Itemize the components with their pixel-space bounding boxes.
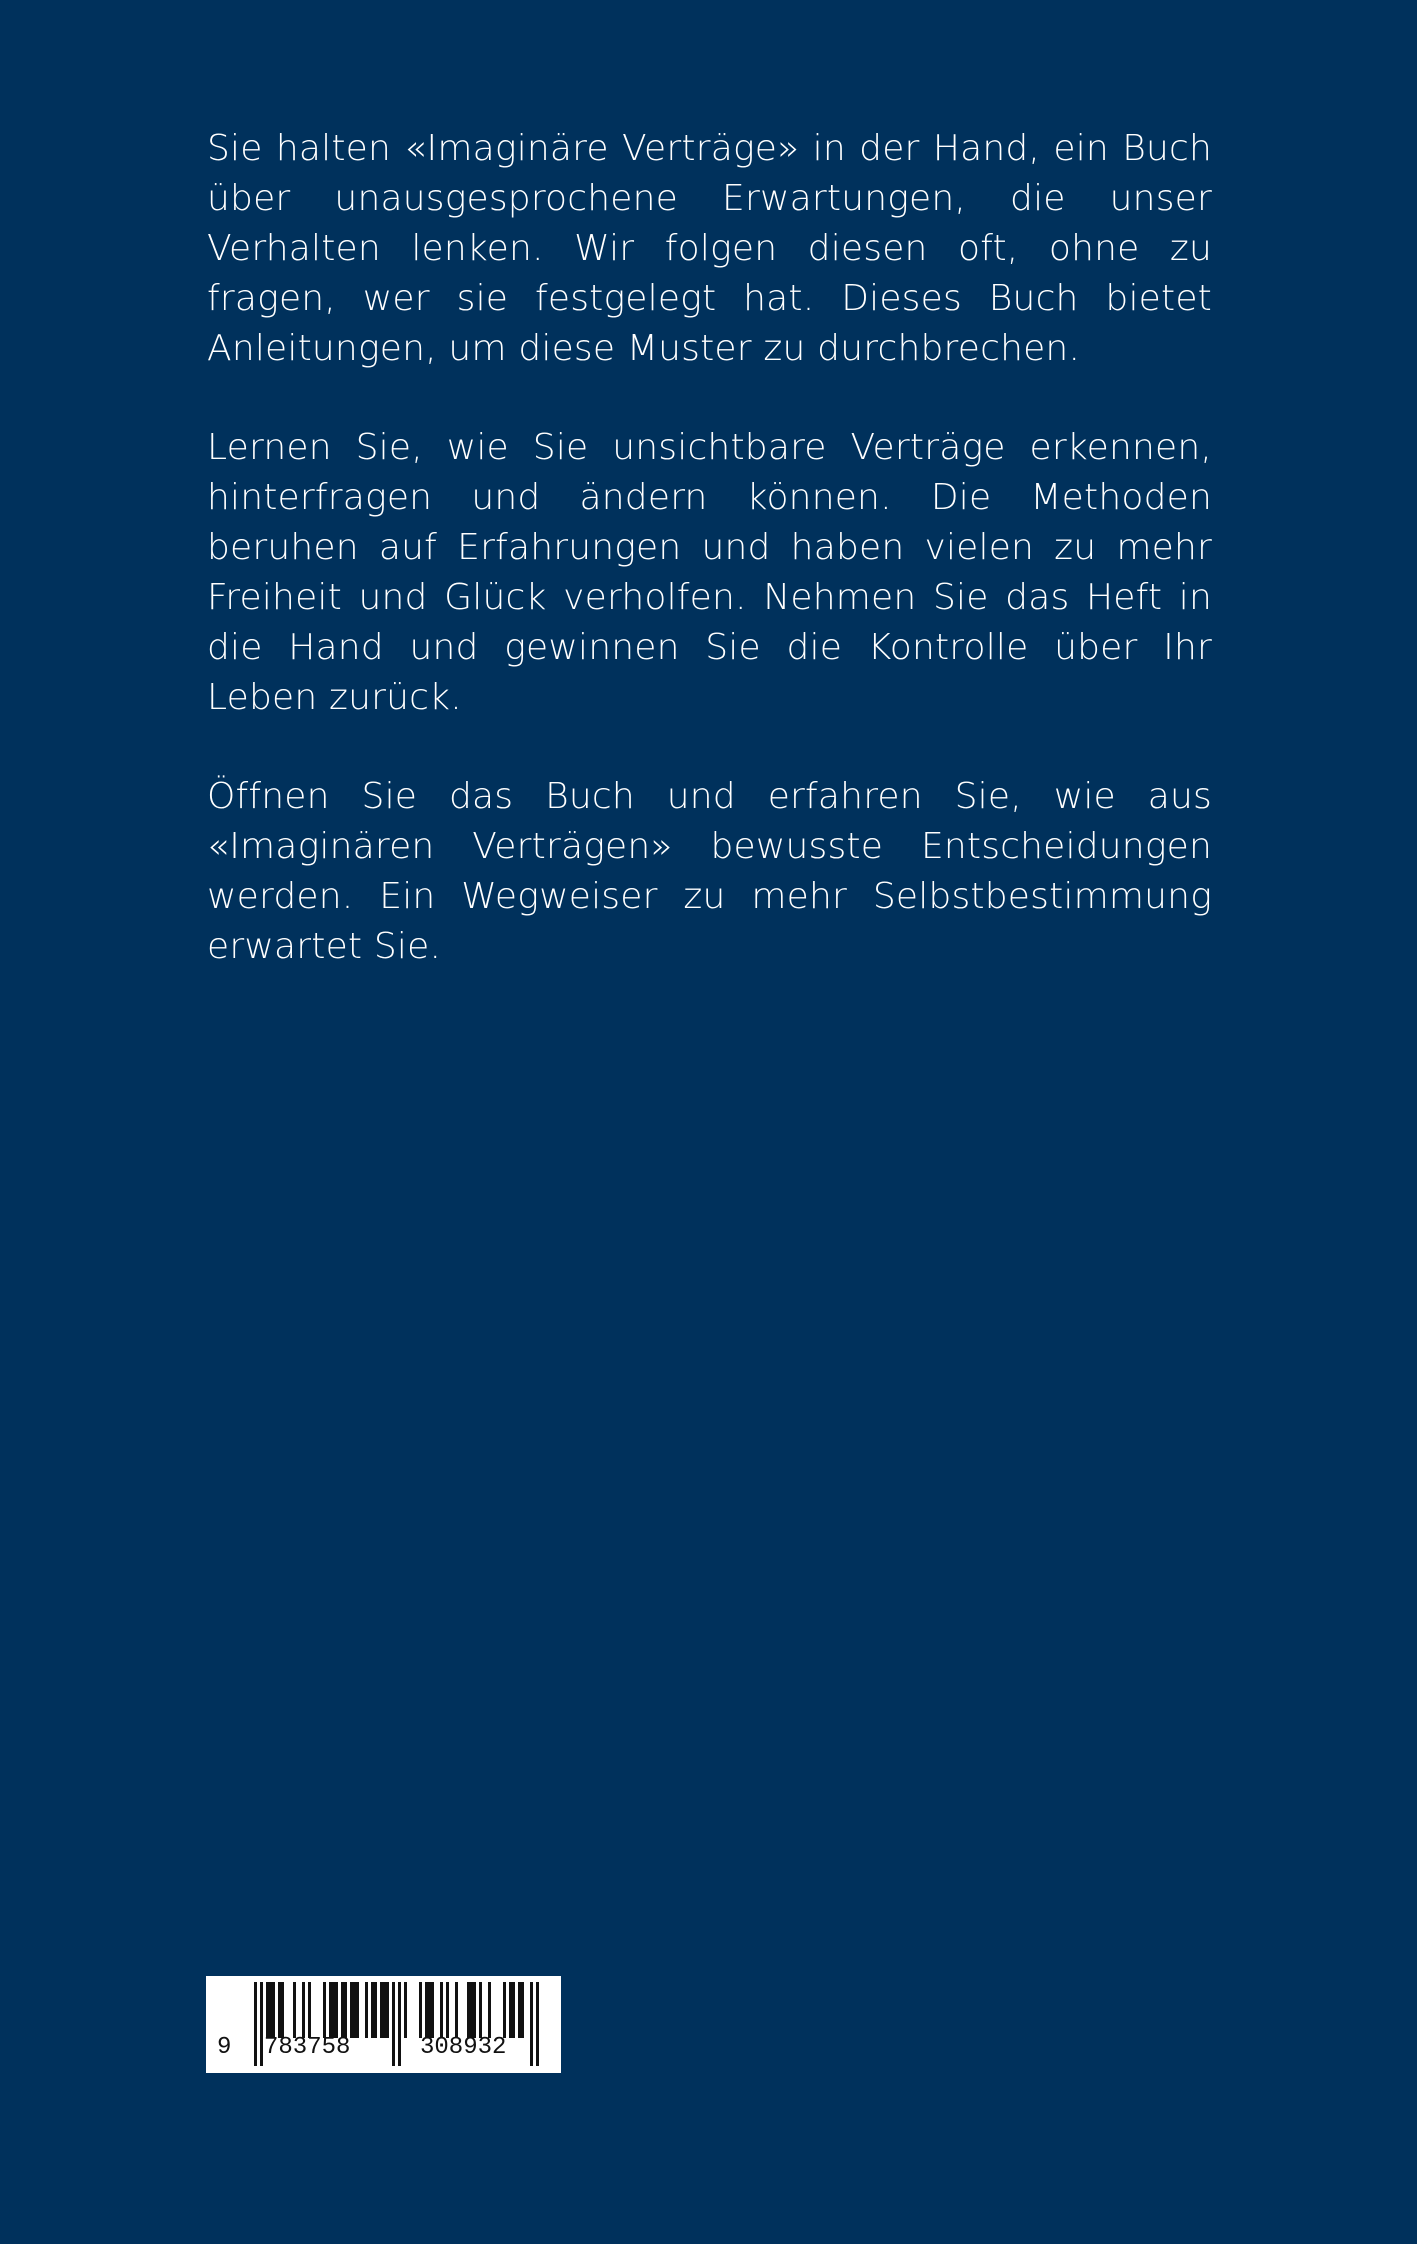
barcode-bar [365,1982,368,2038]
barcode-bar [503,1982,506,2038]
barcode-bar [341,1982,344,2038]
barcode-bar [293,1982,296,2038]
barcode-bar [440,1982,443,2038]
isbn-number [206,2034,561,2068]
barcode-bar [356,1982,359,2038]
barcode-bar [278,1982,281,2038]
barcode-bar [446,1982,449,2038]
barcode-bar [374,1982,377,2038]
barcode-bar [380,1982,383,2038]
barcode-bar [302,1982,305,2038]
barcode-bar [428,1982,431,2038]
barcode-bar [386,1982,389,2038]
barcode-bar [488,1982,491,2038]
barcode-bar [329,1982,332,2038]
isbn-barcode [206,1976,561,2073]
barcode-bar [350,1982,353,2038]
barcode-bar [266,1982,269,2038]
barcode-bar [344,1982,347,2038]
barcode-bar [371,1982,374,2038]
barcode-bar [479,1982,482,2038]
isbn-lead-digit: 9 [217,2034,232,2061]
barcode-bar [467,1982,470,2038]
barcode-bar [455,1982,458,2038]
barcode-bar [323,1982,326,2038]
barcode-bar [431,1982,434,2038]
barcode-bar [518,1982,521,2038]
barcode-bar [512,1982,515,2038]
barcode-bar [509,1982,512,2038]
barcode-bar [308,1982,311,2038]
barcode-bar [404,1982,407,2038]
barcode-bar [383,1982,386,2038]
barcode-bar [470,1982,473,2038]
barcode-bar [353,1982,356,2038]
blurb-paragraph-3: Öffnen Sie das Buch und erfahren Sie, wie aus «Imaginären Verträgen» bewusste Entscheidungen werden. Ein Wegweiser zu mehr Selbstbestimmung erwartet Sie. [207,776,1212,967]
barcode-bar [272,1982,275,2038]
barcode-bar [521,1982,524,2038]
barcode-bar [335,1982,338,2038]
barcode-bar [281,1982,284,2038]
blurb-paragraph-1: Sie halten «Imaginäre Verträge» in der Hand, ein Buch über unausgesprochene Erwartungen, die unser Verhalten lenken. Wir folgen diesen oft, ohne zu fragen, wer sie festgelegt hat. Dieses Buch bietet Anleitungen, um diese Muster zu durchbrechen. [207,128,1212,369]
barcode-bar [425,1982,428,2038]
blurb-paragraph-2: Lernen Sie, wie Sie unsichtbare Verträge erkennen, hinterfragen und ändern können. Die Methoden beruhen auf Erfahrungen und haben vielen zu mehr Freiheit und Glück verholfen. Nehmen Sie das Heft in die Hand und gewinnen Sie die Kontrolle über Ihr Leben zurück. [207,427,1212,718]
back-cover-blurb [207,124,1212,1021]
barcode-bar [473,1982,476,2038]
barcode-bar [269,1982,272,2038]
barcode-bar [332,1982,335,2038]
isbn-left-group: 783758 [264,2034,351,2061]
barcode-bar [419,1982,422,2038]
isbn-right-group: 308932 [420,2034,507,2061]
